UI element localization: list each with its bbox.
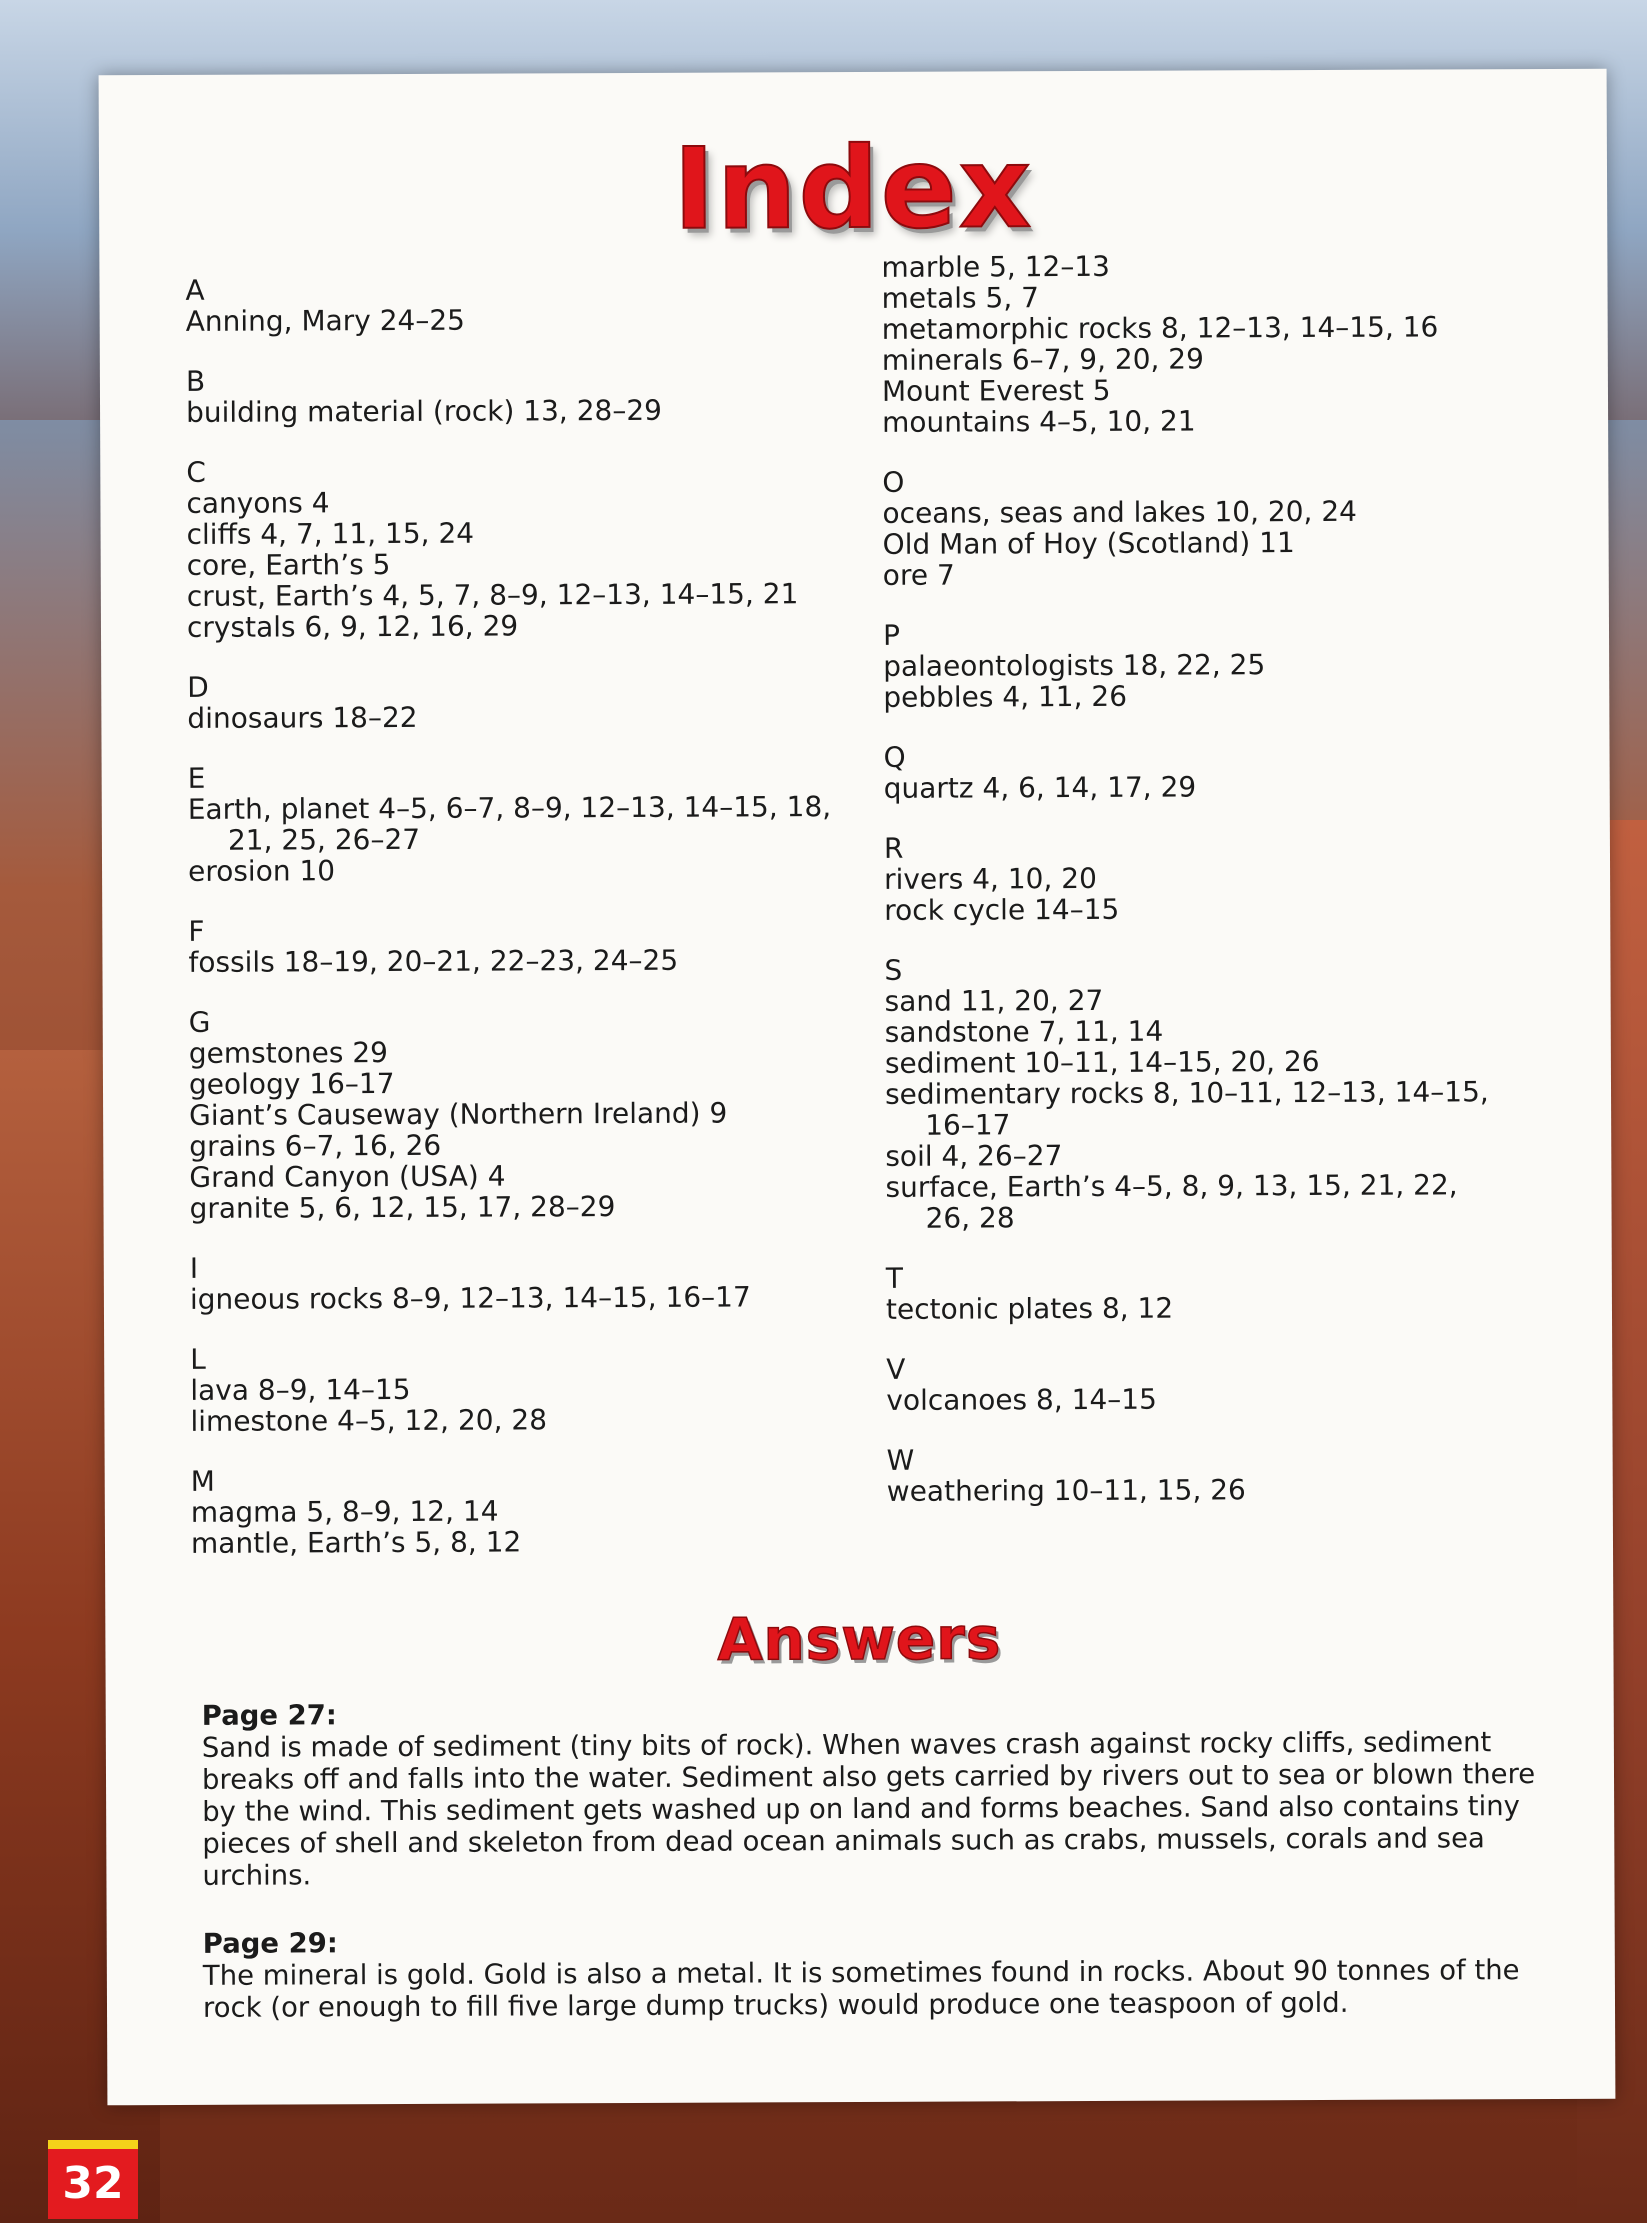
index-entry [189, 1190, 849, 1224]
index-letter-heading: G [188, 1005, 211, 1039]
answer-block [203, 1922, 1573, 2024]
index-entry-text: magma 5, 8–9, 12, 14 [190, 1494, 499, 1529]
index-entry [188, 791, 848, 856]
index-entry-text: oceans, seas and lakes 10, 20, 24 [882, 494, 1358, 530]
index-entry-text: rivers 4, 10, 20 [884, 861, 1097, 896]
index-entry [189, 1159, 849, 1193]
index-entry-text: sandstone 7, 11, 14 [884, 1014, 1164, 1049]
index-group [188, 913, 848, 978]
index-entry-text: Earth, planet 4–5, 6–7, 8–9, 12–13, 14–15, 18, [187, 790, 832, 826]
index-entry [885, 983, 1585, 1017]
index-entry-text: marble 5, 12–13 [881, 249, 1110, 284]
index-entry-text: Mount Everest 5 [881, 373, 1111, 408]
index-entry [881, 280, 1581, 314]
answer-text: Sand is made of sediment (tiny bits of rock). When waves crash against rocky cliffs, sediment breaks off and falls into the water. Sediment also gets carried by rivers out to sea or blown there by the wind. This sediment gets washed up on land and forms beaches. Sand also contains tiny pieces of shell and skeleton from dead ocean animals such as crabs, mussels, corals and sea urchins. [201, 1726, 1536, 1892]
index-group [883, 739, 1583, 804]
index-entry [189, 1097, 849, 1131]
index-entry-continuation: 16–17 [925, 1108, 1011, 1142]
index-entry-text: Anning, Mary 24–25 [185, 303, 466, 338]
index-group [186, 363, 846, 428]
index-entry-text: metamorphic rocks 8, 12–13, 14–15, 16 [881, 310, 1439, 346]
index-letter-heading: C [186, 455, 206, 489]
index-entry-text: lava 8–9, 14–15 [190, 1372, 411, 1407]
index-entry [187, 547, 847, 581]
index-entry [189, 1128, 849, 1162]
index-entry [881, 249, 1581, 283]
index-entry [188, 944, 848, 978]
index-letter-heading: P [882, 618, 900, 652]
index-letter-heading: A [185, 273, 205, 307]
index-group [884, 830, 1584, 926]
index-letter-heading: S [884, 953, 903, 987]
index-entry [882, 373, 1582, 407]
index-entry-text: core, Earth’s 5 [186, 548, 391, 582]
index-entry [883, 526, 1583, 560]
index-page [99, 69, 1616, 2106]
index-title: Index [672, 123, 1034, 255]
index-entry [190, 1372, 850, 1406]
index-entry-text: sedimentary rocks 8, 10–11, 12–13, 14–15, [884, 1075, 1489, 1111]
index-group [882, 464, 1583, 591]
index-entry-text: crust, Earth’s 4, 5, 7, 8–9, 12–13, 14–15, 21 [186, 577, 799, 613]
index-letter-heading: D [187, 670, 209, 704]
index-entry [882, 495, 1582, 529]
index-letter-heading: O [882, 465, 905, 499]
index-group [187, 669, 847, 734]
index-entry-text: palaeontologists 18, 22, 25 [883, 648, 1266, 683]
index-entry-text: tectonic plates 8, 12 [885, 1291, 1174, 1326]
index-entry [190, 1281, 850, 1315]
index-entry [884, 770, 1584, 804]
index-entry-text: minerals 6–7, 9, 20, 29 [881, 342, 1204, 377]
index-entry [885, 1045, 1585, 1079]
index-entry-text: pebbles 4, 11, 26 [883, 679, 1128, 714]
index-entry [883, 557, 1583, 591]
index-column-left [185, 272, 851, 1588]
index-entry [885, 1014, 1585, 1048]
index-entry-text: granite 5, 6, 12, 15, 17, 28–29 [189, 1190, 616, 1225]
page-number-badge: 32 [48, 2140, 138, 2219]
index-letter-heading: L [190, 1342, 206, 1376]
index-entry-text: volcanoes 8, 14–15 [886, 1382, 1157, 1417]
index-entry-text: mantle, Earth’s 5, 8, 12 [190, 1525, 522, 1560]
index-entry [190, 1403, 850, 1437]
index-group [191, 1463, 851, 1559]
index-entry [882, 311, 1582, 345]
index-entry-text: ore 7 [882, 558, 955, 592]
index-entry-text: weathering 10–11, 15, 26 [886, 1473, 1246, 1508]
index-entry [884, 892, 1584, 926]
index-entry [189, 1066, 849, 1100]
index-entry-text: dinosaurs 18–22 [187, 700, 418, 735]
index-entry-text: mountains 4–5, 10, 21 [882, 404, 1196, 439]
index-entry-text: fossils 18–19, 20–21, 22–23, 24–25 [188, 943, 679, 979]
index-entry-text: erosion 10 [187, 854, 336, 888]
index-entry-text: Giant’s Causeway (Northern Ireland) 9 [189, 1096, 728, 1132]
index-letter-heading: I [189, 1251, 199, 1285]
answers-section [202, 1694, 1574, 2060]
index-entry [189, 1035, 849, 1069]
index-group [189, 1004, 850, 1224]
index-entry [191, 1494, 851, 1528]
answers-title: Answers [717, 1604, 1002, 1674]
index-group [185, 272, 845, 337]
index-entry [885, 1138, 1585, 1172]
index-entry-text: limestone 4–5, 12, 20, 28 [190, 1403, 548, 1438]
index-group [190, 1341, 850, 1437]
index-group [883, 617, 1583, 713]
index-entry [187, 609, 847, 643]
index-entry [885, 1169, 1585, 1234]
index-group [188, 760, 849, 887]
index-entry-text: sediment 10–11, 14–15, 20, 26 [884, 1044, 1320, 1080]
index-entry-text: Grand Canyon (USA) 4 [189, 1159, 506, 1194]
answer-block [202, 1694, 1573, 1892]
index-letter-heading: M [190, 1464, 215, 1498]
index-letter-heading: Q [883, 740, 906, 774]
index-entry [887, 1473, 1587, 1507]
index-entry-text: crystals 6, 9, 12, 16, 29 [186, 609, 519, 644]
index-entry-text: sand 11, 20, 27 [884, 983, 1104, 1018]
index-entry-text: cliffs 4, 7, 11, 15, 24 [186, 516, 475, 551]
index-entry [187, 516, 847, 550]
answer-text: The mineral is gold. Gold is also a metal. It is sometimes found in rocks. About 90 tonnes of the rock (or enough to fill five large dump trucks) would produce one teaspoon of gold. [202, 1954, 1520, 2024]
index-group [887, 1442, 1587, 1507]
index-entry-text: gemstones 29 [188, 1036, 388, 1070]
index-group [886, 1351, 1586, 1416]
index-entry-text: rock cycle 14–15 [884, 892, 1120, 927]
answer-page-label: Page 27: [201, 1699, 337, 1732]
index-entry-text: igneous rocks 8–9, 12–13, 14–15, 16–17 [189, 1280, 751, 1316]
index-entry-text: metals 5, 7 [881, 281, 1039, 315]
index-entry [882, 342, 1582, 376]
index-entry [883, 679, 1583, 713]
index-entry [886, 1291, 1586, 1325]
index-entry [186, 394, 846, 428]
index-letter-heading: T [885, 1261, 904, 1295]
index-entry-continuation: 26, 28 [925, 1201, 1015, 1235]
index-letter-heading: F [188, 914, 205, 948]
index-entry [191, 1525, 851, 1559]
index-entry-text: geology 16–17 [188, 1067, 395, 1101]
index-entry-text: quartz 4, 6, 14, 17, 29 [883, 770, 1197, 805]
index-letter-heading: B [185, 364, 206, 398]
index-entry-text: building material (rock) 13, 28–29 [185, 393, 663, 429]
index-entry-continuation: 21, 25, 26–27 [227, 822, 421, 857]
index-entry [883, 648, 1583, 682]
index-letter-heading: R [883, 831, 904, 865]
index-group [190, 1250, 850, 1315]
index-entry-text: Old Man of Hoy (Scotland) 11 [882, 526, 1295, 561]
index-group [886, 1260, 1586, 1325]
index-entry [186, 303, 846, 337]
index-entry-text: grains 6–7, 16, 26 [189, 1128, 442, 1163]
index-entry-text: canyons 4 [186, 486, 330, 520]
index-entry [188, 853, 848, 887]
index-letter-heading: V [886, 1352, 906, 1386]
index-group [186, 454, 847, 643]
index-entry [882, 404, 1582, 438]
index-group [881, 249, 1582, 438]
index-letter-heading: E [187, 761, 206, 795]
index-entry [186, 485, 846, 519]
answer-page-label: Page 29: [202, 1927, 338, 1960]
index-entry [187, 578, 847, 612]
index-group [884, 952, 1585, 1234]
index-entry [885, 1076, 1585, 1141]
index-entry [187, 700, 847, 734]
index-entry-text: soil 4, 26–27 [885, 1139, 1063, 1173]
index-entry [886, 1382, 1586, 1416]
index-entry [884, 861, 1584, 895]
index-column-right [881, 249, 1587, 1536]
index-letter-heading: W [886, 1443, 915, 1477]
index-entry-text: surface, Earth’s 4–5, 8, 9, 13, 15, 21, 22, [885, 1168, 1458, 1204]
